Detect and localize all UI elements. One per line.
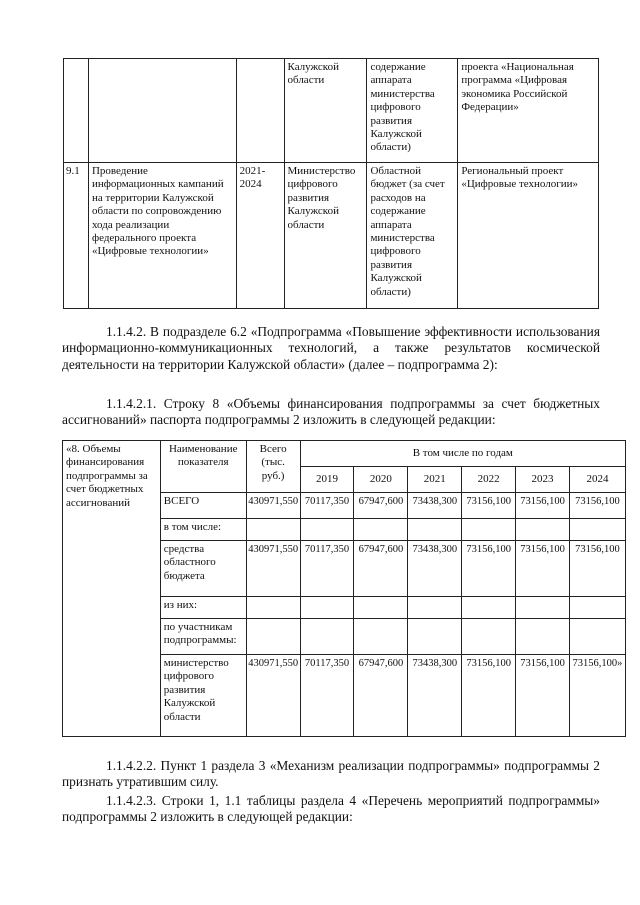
row-value: 73156,100 [516, 493, 570, 519]
row-total [246, 619, 300, 655]
paragraph-1-1-4-2: 1.1.4.2. В подразделе 6.2 «Подпрограмма «Повышение эффективности использования информационно-коммуникационных технологий, а также результатов космической деятельности на территории Калужской области» (далее – подпрограмма 2): [62, 324, 600, 372]
row-value [516, 619, 570, 655]
row-value: 73156,100 [462, 655, 516, 737]
row-value: 73156,100 [569, 541, 625, 597]
row-value [354, 597, 408, 619]
cell-source: содержание аппарата министерства цифрового развития Калужской области) [367, 59, 458, 163]
row-value [516, 597, 570, 619]
year-header: 2020 [354, 467, 408, 493]
measures-table [63, 58, 599, 309]
row-value: 73156,100 [516, 655, 570, 737]
year-header: 2019 [300, 467, 354, 493]
paragraph-1-1-4-2-3: 1.1.4.2.3. Строки 1, 1.1 таблицы раздела 4 «Перечень мероприятий подпрограммы» подпрограммы 2 изложить в следующей редакции: [62, 793, 600, 825]
cell-num [64, 59, 89, 163]
row-value: 67947,600 [354, 493, 408, 519]
row-total: 430971,550 [246, 655, 300, 737]
row-value [516, 519, 570, 541]
row-value [408, 519, 462, 541]
cell-project: Региональный проект «Цифровые технологии» [458, 163, 599, 309]
row-value [300, 519, 354, 541]
cell-executor: Министерство цифрового развития Калужской области [284, 163, 367, 309]
row-value: 73438,300 [408, 655, 462, 737]
row-value [300, 619, 354, 655]
header-by-years: В том числе по годам [300, 441, 625, 467]
row-total: 430971,550 [246, 493, 300, 519]
row-total [246, 597, 300, 619]
cell-years: 2021-2024 [236, 163, 284, 309]
row-value: 73438,300 [408, 541, 462, 597]
row-value [462, 619, 516, 655]
row-total: 430971,550 [246, 541, 300, 597]
row-value [569, 597, 625, 619]
row-value: 73156,100 [569, 493, 625, 519]
row-value [408, 597, 462, 619]
row-total [246, 519, 300, 541]
row-label: ВСЕГО [160, 493, 246, 519]
row-value [354, 619, 408, 655]
cell-name: Проведение информационных кампаний на территории Калужской области по сопровождению хода реализации федерального проекта «Цифровые технологии» [88, 163, 236, 309]
row-value: 67947,600 [354, 655, 408, 737]
header-total: Всего (тыс. руб.) [246, 441, 300, 493]
row-value: 73156,100 [462, 541, 516, 597]
row-value [408, 619, 462, 655]
row-value: 73438,300 [408, 493, 462, 519]
row-label: средства областного бюджета [160, 541, 246, 597]
row-label: министерство цифрового развития Калужской области [160, 655, 246, 737]
table-header-row [63, 441, 626, 467]
row-value: 70117,350 [300, 541, 354, 597]
row-value [462, 519, 516, 541]
year-header: 2021 [408, 467, 462, 493]
row-label: из них: [160, 597, 246, 619]
table-row [64, 59, 599, 163]
row-value [569, 619, 625, 655]
year-header: 2022 [462, 467, 516, 493]
row-value: 73156,100» [569, 655, 625, 737]
row-title: «8. Объемы финансирования подпрограммы за счет бюджетных ассигнований [63, 441, 161, 737]
cell-source: Областной бюджет (за счет расходов на содержание аппарата министерства цифрового развития Калужской области) [367, 163, 458, 309]
row-value [354, 519, 408, 541]
financing-table [62, 440, 626, 737]
row-value: 67947,600 [354, 541, 408, 597]
row-value [300, 597, 354, 619]
paragraph-1-1-4-2-2: 1.1.4.2.2. Пункт 1 раздела 3 «Механизм реализации подпрограммы» подпрограммы 2 признать утратившим силу. [62, 758, 600, 790]
row-value [462, 597, 516, 619]
row-value: 70117,350 [300, 655, 354, 737]
row-value: 70117,350 [300, 493, 354, 519]
row-label: в том числе: [160, 519, 246, 541]
year-header: 2024 [569, 467, 625, 493]
row-value: 73156,100 [462, 493, 516, 519]
paragraph-1-1-4-2-1: 1.1.4.2.1. Строку 8 «Объемы финансирования подпрограммы за счет бюджетных ассигнований» паспорта подпрограммы 2 изложить в следующей редакции: [62, 396, 600, 428]
cell-years [236, 59, 284, 163]
row-value [569, 519, 625, 541]
cell-executor: Калужской области [284, 59, 367, 163]
row-label: по участникам подпрограммы: [160, 619, 246, 655]
cell-name [88, 59, 236, 163]
row-value: 73156,100 [516, 541, 570, 597]
header-indicator-name: Наименование показателя [160, 441, 246, 493]
cell-num: 9.1 [64, 163, 89, 309]
year-header: 2023 [516, 467, 570, 493]
table-row [64, 163, 599, 309]
cell-project: проекта «Национальная программа «Цифровая экономика Российской Федерации» [458, 59, 599, 163]
